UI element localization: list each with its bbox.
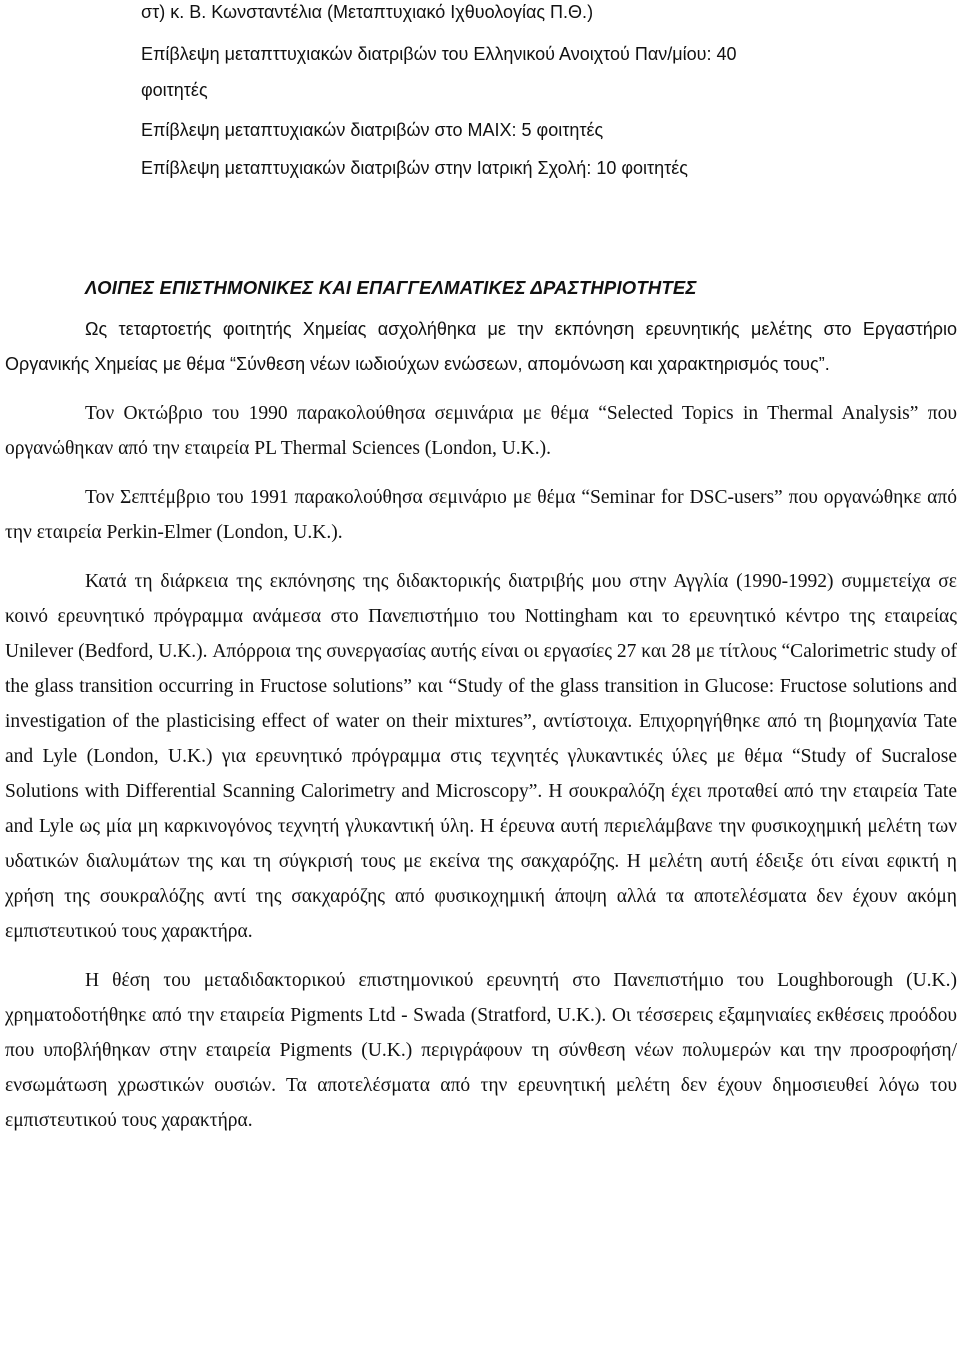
paragraph-2: Τον Οκτώβριο του 1990 παρακολούθησα σεμινάρια με θέμα “Selected Topics in Thermal Analysis” που οργανώθηκαν από την εταιρεία PL Thermal Sciences (London, U.K.).: [5, 403, 957, 459]
top-line: στ) κ. Β. Κωνσταντέλια (Μεταπτυχιακό Ιχθυολογίας Π.Θ.): [141, 2, 594, 22]
paragraphs: [5, 312, 957, 1138]
document-page: [5, 0, 957, 1364]
paragraph-1: Ως τεταρτοετής φοιτητής Χημείας ασχολήθηκα με την εκπόνηση ερευνητικής μελέτης στο Εργαστήριο Οργανικής Χημείας με θέμα “Σύνθεση νέων ιωδιούχων ενώσεων, απομόνωση και χαρακτηρισμός τους”.: [5, 319, 957, 374]
supervision-item-1-line-1: Επίβλεψη μεταπττυχιακών διατριβών του Ελληνικού Ανοιχτού Παν/μίου: 40: [141, 44, 737, 64]
paragraph-5: Η θέση του μεταδιδακτορικού επιστημονικού ερευνητή στο Πανεπιστήμιο του Loughborough (U.K.) χρηματοδοτήθηκε από την εταιρεία Pigments Ltd - Swada (Stratford, U.K.). Οι τέσσερεις εξαμηνιαίες εκθέσεις προόδου που υποβλήθηκαν στην εταιρεία Pigments (U.K.) περιγράφουν τη σύνθεση νέων πολυμερών και την προσροφήση/ ενσωμάτωση χρωστικών ουσιών. Τα αποτελέσματα από την ερευνητική μελέτη δεν έχουν δημοσιευθεί λόγω του εμπιστευτικού τους χαρακτήρα.: [5, 970, 957, 1131]
supervision-list: [5, 36, 957, 186]
section-heading: ΛΟΙΠΕΣ ΕΠΙΣΤΗΜΟΝΙΚΕΣ ΚΑΙ ΕΠΑΓΓΕΛΜΑΤΙΚΕΣ ΔΡΑΣΤΗΡΙΟΤΗΤΕΣ: [85, 277, 697, 298]
supervision-item-1-line-2: φοιτητές: [141, 80, 208, 100]
paragraph-3: Τον Σεπτέμβριο του 1991 παρακολούθησα σεμινάριο με θέμα “Seminar for DSC-users” που οργανώθηκε από την εταιρεία Perkin-Elmer (London, U.K.).: [5, 487, 957, 543]
paragraph-4: Κατά τη διάρκεια της εκπόνησης της διδακτορικής διατριβής μου στην Αγγλία (1990-1992) συμμετείχα σε κοινό ερευνητικό πρόγραμμα ανάμεσα στο Πανεπιστήμιο του Nottingham και το ερευνητικό κέντρο της εταιρείας Unilever (Bedford, U.K.). Απόρροια της συνεργασίας αυτής είναι οι εργασίες 27 και 28 με τίτλους “Calorimetric study of the glass transition occurring in Fructose solutions” και “Study of the glass transition in Glucose: Fructose solutions and investigation of the plasticising effect of water on their mixtures”, αντίστοιχα. Επιχορηγήθηκε από τη βιομηχανία Tate and Lyle (London, U.K.) για ερευνητικό πρόγραμμα στις τεχνητές γλυκαντικές ύλες με θέμα “Study of Sucralose Solutions with Differential Scanning Calorimetry and Microscopy”. Η σουκραλόζη έχει προταθεί από την εταιρεία Tate and Lyle ως μία μη καρκινογόνος τεχνητή γλυκαντική ύλη. Η έρευνα αυτή περιελάμβανε την φυσικοχημική μελέτη των υδατικών διαλυμάτων της και τη σύγκρισή τους με εκείνα της σακχαρόζης. Η μελέτη αυτή έδειξε ότι είναι εφικτή η χρήση της σουκραλόζης αντί της σακχαρόζης από φυσικοχημική άποψη αλλά τα αποτελέσματα δεν έχουν ακόμη εμπιστευτικού τους χαρακτήρα.: [5, 571, 957, 942]
supervision-item-2: Επίβλεψη μεταπτυχιακών διατριβών στο ΜΑΙΧ: 5 φοιτητές: [141, 120, 604, 140]
supervision-item-3: Επίβλεψη μεταπτυχιακών διατριβών στην Ιατρική Σχολή: 10 φοιτητές: [141, 158, 688, 178]
